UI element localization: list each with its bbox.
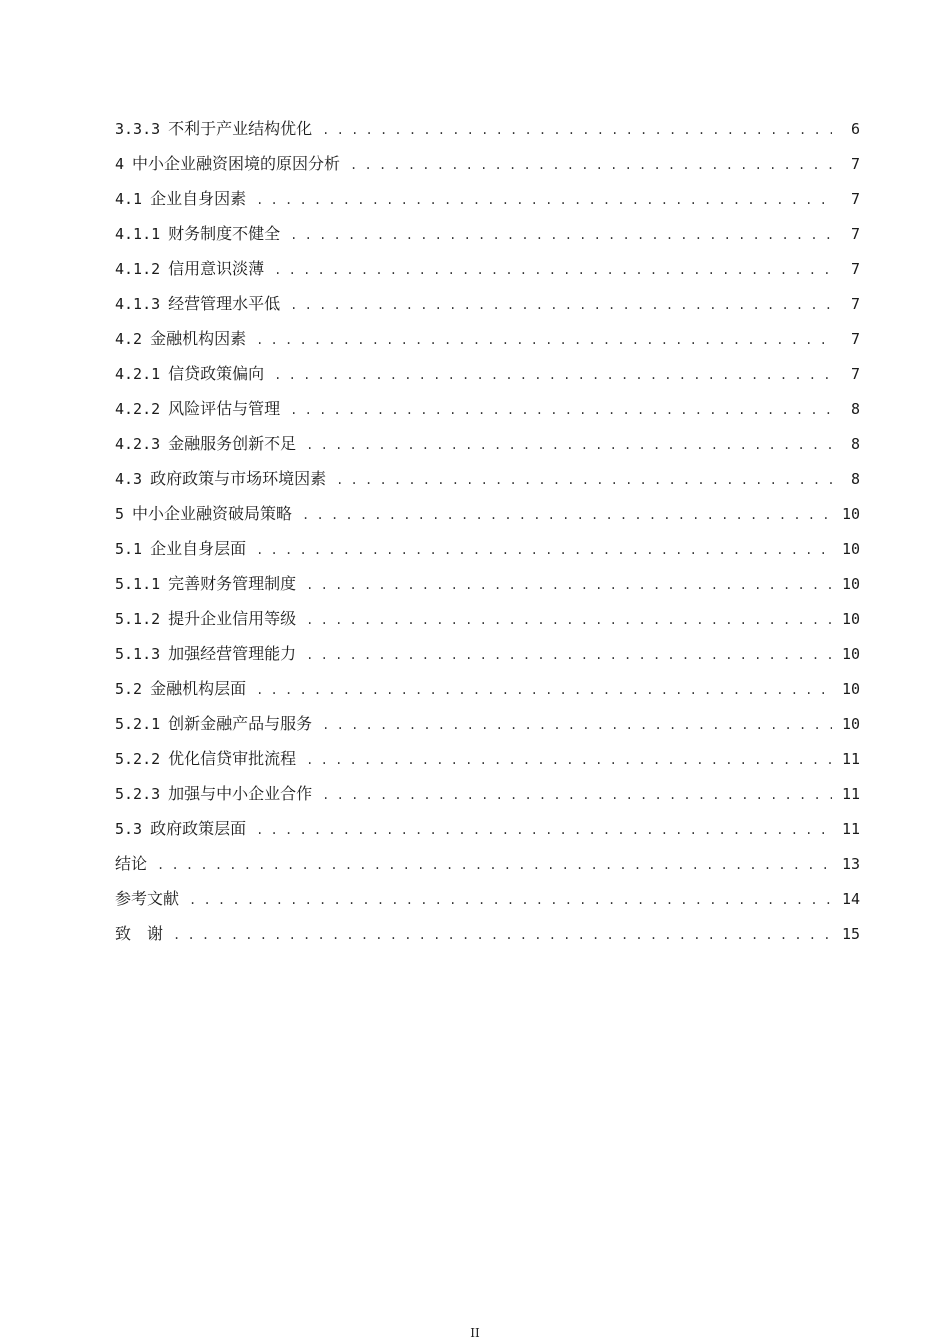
toc-dot-leader: [290, 223, 832, 247]
toc-entry-page: 10: [841, 610, 860, 628]
toc-entry-title: 信贷政策偏向: [168, 364, 265, 383]
toc-entry-page: 7: [850, 260, 860, 278]
toc-entry[interactable]: [115, 292, 860, 327]
toc-entry[interactable]: [115, 502, 860, 537]
toc-entry[interactable]: [115, 922, 860, 957]
toc-entry-number: 5.2.3: [115, 785, 161, 803]
toc-entry-title: 完善财务管理制度: [168, 574, 297, 593]
toc-entry-page: 7: [850, 365, 860, 383]
toc-entry-page: 11: [841, 750, 860, 768]
toc-entry-page: 11: [841, 785, 860, 803]
toc-entry[interactable]: [115, 642, 860, 677]
toc-dot-leader: [173, 923, 832, 947]
toc-entry-page: 8: [850, 435, 860, 453]
toc-entry[interactable]: [115, 362, 860, 397]
toc-entry-title: 致 谢: [115, 924, 164, 943]
toc-entry-title: 不利于产业结构优化: [168, 119, 313, 138]
toc-entry-number: 5.1.2: [115, 610, 161, 628]
toc-entry-number: 4: [115, 155, 125, 173]
toc-dot-leader: [290, 293, 832, 317]
toc-entry-title: 风险评估与管理: [168, 399, 281, 418]
toc-entry-number: 5.2.2: [115, 750, 161, 768]
toc-dot-leader: [189, 888, 832, 912]
toc-dot-leader: [306, 748, 832, 772]
toc-entry-title: 经营管理水平低: [168, 294, 281, 313]
toc-entry-title: 参考文献: [115, 889, 180, 908]
toc-entry-page: 7: [850, 190, 860, 208]
toc-entry-number: 5.3: [115, 820, 143, 838]
toc-entry[interactable]: [115, 117, 860, 152]
toc-entry-number: 4.1: [115, 190, 143, 208]
toc-entry-number: 4.2: [115, 330, 143, 348]
toc-entry-page: 10: [841, 505, 860, 523]
toc-entry[interactable]: [115, 712, 860, 747]
toc-entry[interactable]: [115, 467, 860, 502]
toc-dot-leader: [302, 503, 832, 527]
toc-entry-title: 信用意识淡薄: [168, 259, 265, 278]
toc-entry-title: 结论: [115, 854, 148, 873]
toc-entry-page: 10: [841, 680, 860, 698]
toc-entry[interactable]: [115, 852, 860, 887]
toc-dot-leader: [290, 398, 832, 422]
toc-entry-page: 10: [841, 575, 860, 593]
toc-entry-number: 4.2.1: [115, 365, 161, 383]
table-of-contents: [115, 117, 860, 957]
toc-entry-number: 4.2.2: [115, 400, 161, 418]
toc-dot-leader: [322, 713, 832, 737]
toc-dot-leader: [306, 643, 832, 667]
toc-entry-page: 11: [841, 820, 860, 838]
toc-entry-title: 企业自身因素: [150, 189, 247, 208]
toc-dot-leader: [274, 363, 832, 387]
toc-entry-number: 5: [115, 505, 125, 523]
toc-entry[interactable]: [115, 677, 860, 712]
toc-entry-page: 7: [850, 330, 860, 348]
toc-entry-number: 4.2.3: [115, 435, 161, 453]
toc-entry-number: 5.1.1: [115, 575, 161, 593]
toc-entry-page: 6: [850, 120, 860, 138]
toc-entry-page: 14: [841, 890, 860, 908]
toc-entry-page: 10: [841, 645, 860, 663]
toc-entry[interactable]: [115, 537, 860, 572]
toc-entry[interactable]: [115, 397, 860, 432]
toc-entry-number: 3.3.3: [115, 120, 161, 138]
toc-entry-page: 7: [850, 295, 860, 313]
toc-entry-title: 创新金融产品与服务: [168, 714, 313, 733]
toc-entry-title: 财务制度不健全: [168, 224, 281, 243]
toc-entry-title: 金融机构因素: [150, 329, 247, 348]
toc-entry-page: 10: [841, 715, 860, 733]
footer-page-number: II: [470, 1326, 480, 1340]
toc-dot-leader: [350, 153, 832, 177]
toc-entry[interactable]: [115, 432, 860, 467]
toc-dot-leader: [322, 118, 832, 142]
toc-dot-leader: [256, 328, 832, 352]
toc-entry-title: 加强与中小企业合作: [168, 784, 313, 803]
toc-entry-title: 提升企业信用等级: [168, 609, 297, 628]
toc-entry-page: 15: [841, 925, 860, 943]
toc-entry[interactable]: [115, 257, 860, 292]
toc-dot-leader: [274, 258, 832, 282]
toc-entry-title: 政府政策与市场环境因素: [150, 469, 327, 488]
toc-entry-number: 5.2: [115, 680, 143, 698]
toc-entry-page: 10: [841, 540, 860, 558]
toc-entry-title: 金融服务创新不足: [168, 434, 297, 453]
toc-entry-page: 8: [850, 400, 860, 418]
toc-entry[interactable]: [115, 572, 860, 607]
toc-entry-page: 7: [850, 155, 860, 173]
toc-entry[interactable]: [115, 607, 860, 642]
toc-dot-leader: [306, 433, 832, 457]
toc-entry[interactable]: [115, 817, 860, 852]
toc-dot-leader: [336, 468, 832, 492]
toc-entry-number: 4.1.1: [115, 225, 161, 243]
toc-dot-leader: [256, 538, 832, 562]
toc-dot-leader: [306, 608, 832, 632]
toc-dot-leader: [306, 573, 832, 597]
toc-entry-page: 7: [850, 225, 860, 243]
toc-dot-leader: [256, 188, 832, 212]
toc-entry[interactable]: [115, 152, 860, 187]
toc-entry-title: 中小企业融资困境的原因分析: [132, 154, 341, 173]
toc-dot-leader: [157, 853, 832, 877]
toc-entry-title: 优化信贷审批流程: [168, 749, 297, 768]
toc-entry[interactable]: [115, 327, 860, 362]
toc-entry-title: 中小企业融资破局策略: [132, 504, 293, 523]
toc-dot-leader: [322, 783, 832, 807]
toc-entry[interactable]: [115, 222, 860, 257]
toc-entry-title: 企业自身层面: [150, 539, 247, 558]
toc-entry[interactable]: [115, 187, 860, 222]
toc-entry-page: 13: [841, 855, 860, 873]
toc-entry[interactable]: [115, 747, 860, 782]
toc-entry-number: 5.1.3: [115, 645, 161, 663]
toc-entry-title: 金融机构层面: [150, 679, 247, 698]
toc-entry-title: 加强经营管理能力: [168, 644, 297, 663]
toc-dot-leader: [256, 678, 832, 702]
toc-entry-number: 5.2.1: [115, 715, 161, 733]
toc-entry-page: 8: [850, 470, 860, 488]
toc-entry[interactable]: [115, 782, 860, 817]
toc-entry-number: 5.1: [115, 540, 143, 558]
toc-entry-title: 政府政策层面: [150, 819, 247, 838]
toc-entry[interactable]: [115, 887, 860, 922]
toc-dot-leader: [256, 818, 832, 842]
toc-entry-number: 4.1.2: [115, 260, 161, 278]
toc-entry-number: 4.3: [115, 470, 143, 488]
toc-entry-number: 4.1.3: [115, 295, 161, 313]
